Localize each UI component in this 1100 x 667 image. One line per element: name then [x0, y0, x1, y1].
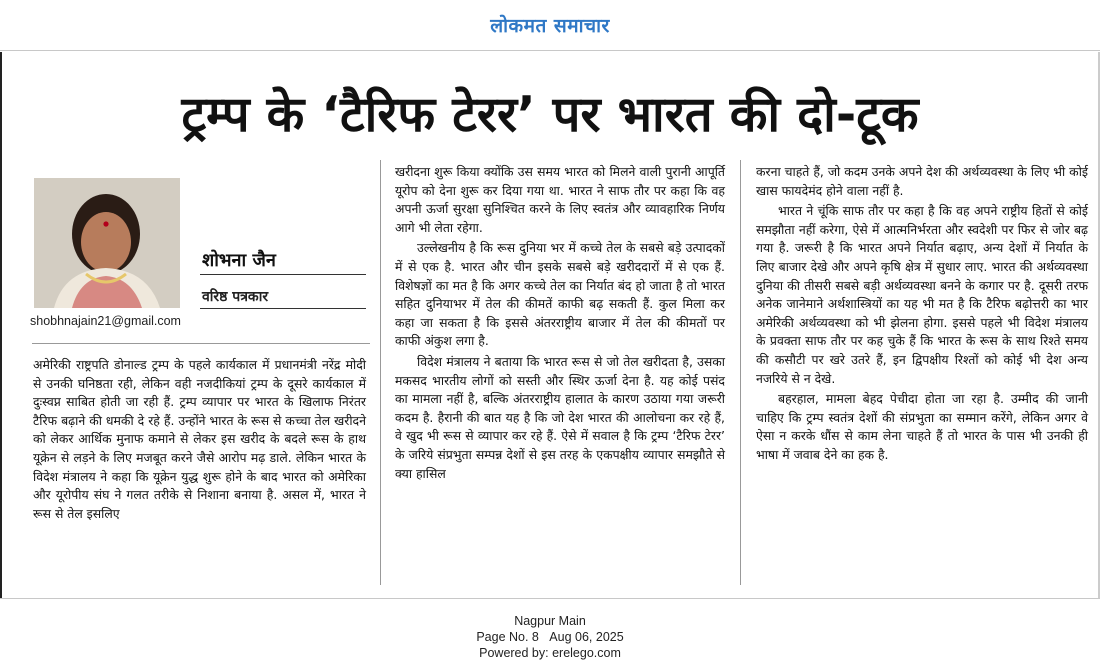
article-column-2	[395, 163, 725, 485]
byline-bottom-rule	[32, 343, 370, 344]
article-column-3	[756, 163, 1088, 467]
author-email[interactable]: shobhnajain21@gmail.com	[30, 314, 181, 328]
footer-powered-by[interactable]: Powered by: erelego.com	[479, 646, 621, 660]
paragraph: विदेश मंत्रालय ने बताया कि भारत रूस से जो तेल खरीदता है, उसका मकसद भारतीय लोगों को सस्ती और स्थिर ऊर्जा देना है. यह कोई पसंद का मामला नहीं है, बल्कि अंतरराष्ट्रीय हालात के कारण उठाया गया जरूरी कदम है. हैरानी की बात यह है कि जो देश भारत की आलोचना कर रहे हैं, वे खुद भी रूस से व्यापार कर रहे हैं. ऐसे में सवाल है कि ट्रम्प ‘टैरिफ टेरर’ के जरिये संप्रभुता सम्पन्न देशों से इस तरह के एकपक्षीय व्यापार समझौते से क्या हासिल	[395, 353, 725, 481]
footer-edition: Nagpur Main	[514, 614, 586, 628]
author-divider	[200, 274, 366, 275]
page-bottom-rule	[0, 598, 1100, 599]
article-column-1	[33, 356, 366, 525]
author-byline	[30, 174, 370, 334]
author-divider	[200, 308, 366, 309]
column-divider	[380, 160, 381, 585]
masthead-logo: लोकमत समाचार	[490, 15, 610, 37]
column-divider	[740, 160, 741, 585]
paragraph: बहरहाल, मामला बेहद पेचीदा होता जा रहा है. उम्मीद की जानी चाहिए कि ट्रम्प स्वतंत्र देशों की संप्रभुता का सम्मान करेंगे, लेकिन अगर वे ऐसा न करके धौंस से काम लेना चाहते हैं तो भारत के पास भी उनकी ही भाषा में जवाब देने का हक है.	[756, 391, 1088, 462]
author-portrait-image	[34, 178, 180, 308]
author-name: शोभना जैन	[202, 250, 276, 271]
paragraph: अमेरिकी राष्ट्रपति डोनाल्ड ट्रम्प के पहले कार्यकाल में प्रधानमंत्री नरेंद्र मोदी से उनकी घनिष्ठता रही, लेकिन वही नजदीकियां ट्रम्प के दूसरे कार्यकाल में दुःस्वप्न साबित होती जा रही हैं. ट्रम्प व्यापार पर भारत के खिलाफ निरंतर टैरिफ बढ़ाने की धमकी दे रहे हैं. उन्होंने भारत के रूस से कच्चा तेल खरीदने को लेकर आर्थिक मुनाफ कमाने से लेकर इस खरीद के बदले रूस के हाथ यूक्रेन से लड़ने के लिए मजबूत करने जैसे आरोप मढ़ डाले. लेकिन भारत के विदेश मंत्रालय ने कहा कि यूक्रेन युद्ध शुरू होने के बाद भारत को अमेरिका और यूरोपीय संघ ने गलत तरीके से निशाना बनाया है. असल में, भारत ने रूस से तेल इसलिए	[33, 357, 366, 521]
author-photo	[34, 178, 180, 308]
page-left-border	[0, 52, 2, 598]
article-headline: ट्रम्प के ‘टैरिफ टेरर’ पर भारत की दो-टूक	[181, 86, 919, 143]
author-role: वरिष्ठ पत्रकार	[202, 289, 269, 305]
footer-date: Aug 06, 2025	[549, 630, 624, 644]
paragraph: खरीदना शुरू किया क्योंकि उस समय भारत को मिलने वाली पुरानी आपूर्ति यूरोप को देना शुरू कर दिया गया था. भारत ने साफ तौर पर कहा कि वह अपनी ऊर्जा सुरक्षा सुनिश्चित करने के लिए स्वतंत्र और व्यावहारिक निर्णय आगे भी लेता रहेगा.	[395, 164, 725, 235]
paragraph: उल्लेखनीय है कि रूस दुनिया भर में कच्चे तेल के सबसे बड़े उत्पादकों में से एक है. भारत और चीन इसके सबसे बड़े खरीददारों में से एक हैं. विशेषज्ञों का मत है कि अगर कच्चे तेल का निर्यात बंद हो जाता है तो भारत सहित दुनियाभर में तेल की कीमतें काफी बढ़ सकती हैं. कुल मिला कर कहा जा सकता है कि इससे अंतरराष्ट्रीय बाजार में तेल की कीमतों पर काफी अंकुश लगा है.	[395, 240, 725, 349]
masthead-rule	[0, 50, 1100, 51]
paragraph: भारत ने चूंकि साफ तौर पर कहा है कि वह अपने राष्ट्रीय हितों से कोई समझौता नहीं करेगा, ऐसे में आत्मनिर्भरता और स्वदेशी पर फिर से जोर बढ़ गया है. जरूरी है कि भारत अपने निर्यात बढ़ाए, अन्य देशों में निर्यात के लिए बाजार देखे और अपने कृषि क्षेत्र में सुधार लाए. भारत की अर्थव्यवस्था दुनिया की तीसरी सबसे बड़ी अर्थव्यवस्था बनने के कगार पर है. दूसरी तरफ अनेक जानेमाने अर्थशास्त्रियों का यह भी मत है कि टैरिफ बढ़ोत्तरी का भार अमेरिकी अर्थव्यवस्था को भी झेलना होगा. इससे पहले भी विदेश मंत्रालय के प्रवक्ता साफ तौर पर कह चुके हैं कि भारत के रूस के साथ रिश्ते समय की कसौटी पर खरे उतरे हैं, इन द्विपक्षीय रिश्तों को कोई भी देश अन्य नजरिये से न देखे.	[756, 203, 1088, 386]
paragraph: करना चाहते हैं, जो कदम उनके अपने देश की अर्थव्यवस्था के लिए भी कोई खास फायदेमंद होने वाला नहीं है.	[756, 164, 1088, 198]
footer-page-info	[0, 630, 1100, 645]
footer-page-number: Page No. 8	[476, 630, 539, 644]
